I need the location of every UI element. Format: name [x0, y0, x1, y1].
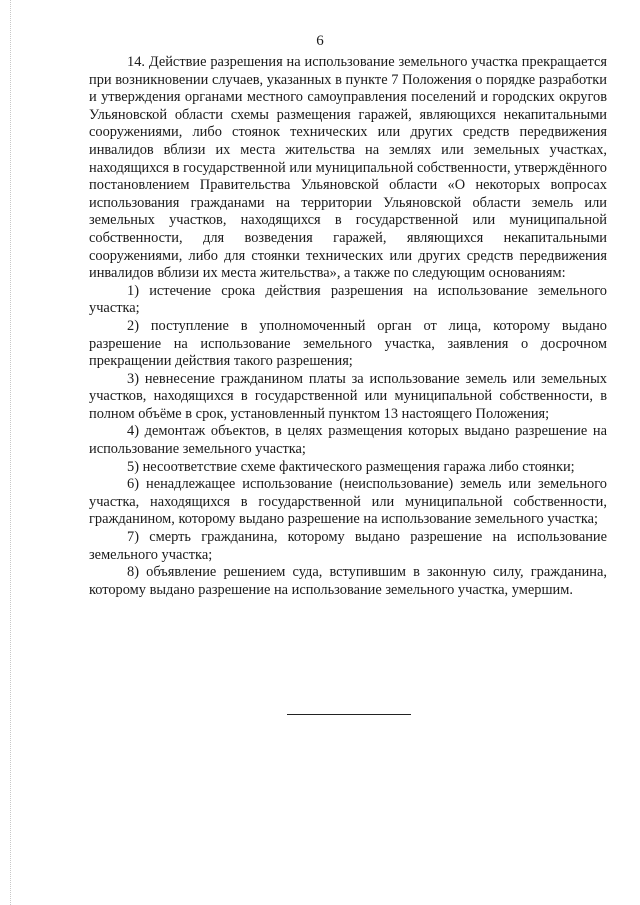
closing-divider-line	[287, 714, 411, 715]
list-item-7: 7) смерть гражданина, которому выдано разрешение на использование земельного участка;	[89, 529, 607, 563]
paragraph-clause-14: 14. Действие разрешения на использование земельного участка прекращается при возникновении случаев, указанных в пункте 7 Положения о порядке разработки и утверждения органами местного самоуправления поселений и городских округов Ульяновской области схемы размещения гаражей, являющихся некапитальными сооружениями, либо стоянок технических или других средств передвижения инвалидов вблизи их места жительства на землях или земельных участках, находящихся в государственной или муниципальной собственности, утверждённого постановлением Правительства Ульяновской области «О некоторых вопросах использования гражданами на территории Ульяновской области земель или земельных участков, находящихся в государственной или муниципальной собственности, для возведения гаражей, являющихся некапитальными сооружениями, либо для стоянки технических или других средств передвижения инвалидов вблизи их места жительства», а также по следующим основаниям:	[89, 54, 607, 282]
list-item-3: 3) невнесение гражданином платы за использование земель или земельных участков, находящихся в государственной или муниципальной собственности, в полном объёме в срок, установленный пунктом 13 настоящего Положения;	[89, 370, 607, 422]
list-item-4: 4) демонтаж объектов, в целях размещения которых выдано разрешение на использование земельного участка;	[89, 423, 607, 458]
list-item-2: 2) поступление в уполномоченный орган от лица, которому выдано разрешение на использование земельного участка, заявления о досрочном прекращении действия такого разрешения;	[89, 317, 607, 370]
scan-edge-mark	[10, 0, 12, 905]
document-body	[89, 54, 607, 599]
page-number: 6	[316, 33, 324, 49]
list-item-6: 6) ненадлежащее использование (неиспользование) земель или земельного участка, находящихся в государственной или муниципальной собственности, гражданином, которому выдано разрешение на использование земельного участка;	[89, 476, 607, 528]
list-item-1: 1) истечение срока действия разрешения на использование земельного участка;	[89, 282, 607, 317]
list-item-5: 5) несоответствие схеме фактического размещения гаража либо стоянки;	[127, 458, 575, 475]
list-item-8: 8) объявление решением суда, вступившим в законную силу, гражданина, которому выдано разрешение на использование земельного участка, умершим.	[89, 564, 607, 598]
